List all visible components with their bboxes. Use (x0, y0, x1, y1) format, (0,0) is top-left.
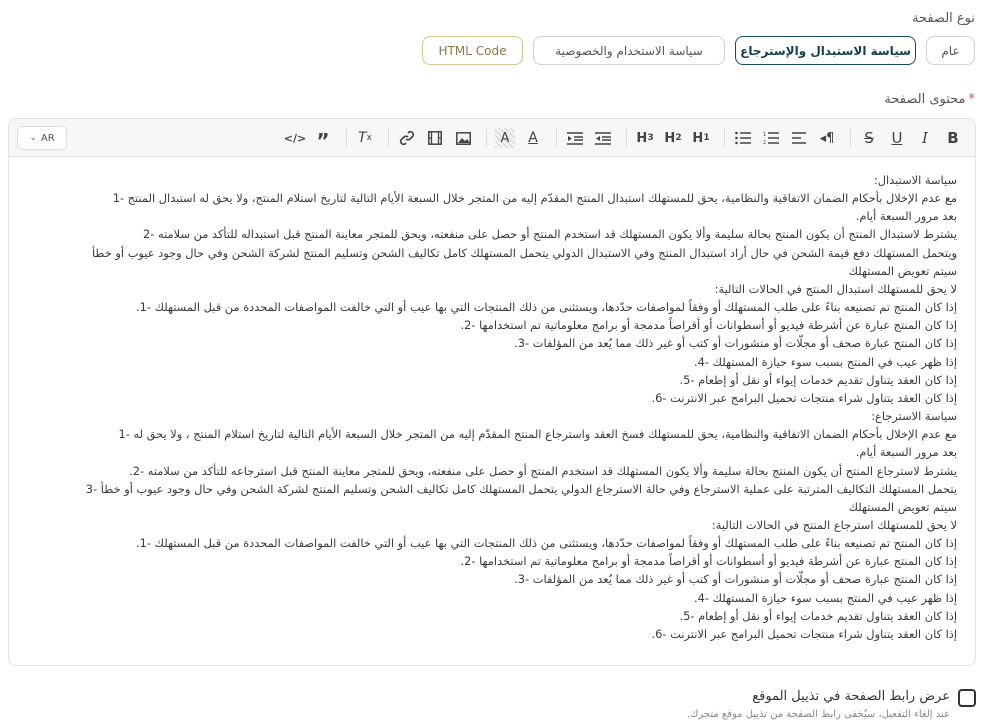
video-icon[interactable] (425, 128, 445, 148)
editor-line: إذا ظهر عيب في المنتج بسبب سوء حيازة المستهلك -4. (694, 354, 957, 369)
outdent-icon[interactable] (593, 128, 613, 148)
heading1-icon[interactable]: H 1 (692, 130, 710, 146)
editor-line: إذا ظهر عيب في المنتج بسبب سوء حيازة المستهلك -4. (694, 590, 957, 605)
rtl-paragraph-icon[interactable]: ◂¶ (819, 130, 835, 146)
svg-text:2: 2 (763, 140, 767, 145)
show-in-footer-help-text: عند إلغاء التفعيل، سيُخفى رابط الصفحة من تذييل موقع متجرك. (686, 709, 950, 720)
bold-icon[interactable]: B (947, 129, 959, 147)
toolbar-separator (556, 129, 557, 147)
toolbar-separator (724, 129, 725, 147)
editor-line: إذا كان المنتج عبارة صحف أو مجلّات أو منشورات أو كتب أو غير ذلك مما يُعد من المؤلفات -3. (514, 336, 957, 351)
editor-line: لا يحق للمستهلك استرجاع المنتج في الحالات التالية: (711, 517, 957, 532)
indent-icon[interactable] (565, 128, 585, 148)
tab-usage-privacy-policy[interactable]: سياسة الاستخدام والخصوصية (533, 36, 725, 65)
editor-line: يشترط لاستبدال المنتج أن يكون المنتج بحالة سليمة وألا يكون المستهلك قد استخدم المنتج أو حصل على منفعته، ويحق للمتجر معاينة المنتج قبل استبداله للتأكد من سلامته -2 (143, 227, 957, 242)
editor-line: سيتم تعويض المستهلك (848, 499, 957, 514)
heading2-icon[interactable]: H 2 (664, 130, 682, 146)
language-select[interactable] (17, 126, 67, 150)
italic-icon[interactable]: I (922, 129, 928, 147)
bullet-list-icon[interactable] (733, 128, 753, 148)
editor-line: إذا كان العقد يتناول شراء منتجات تحميل البرامج عبر الانترنت -6. (651, 626, 957, 641)
toolbar-separator (626, 129, 627, 147)
editor-line: مع عدم الإخلال بأحكام الضمان الاتفاقية والنظامية، يحق للمستهلك استبدال المنتج المقدّم إليه من المتجر خلال السبعة الأيام التالية لتاريخ استلام المنتج، ولا يحق له استبدال المنتج -1 (112, 191, 957, 206)
editor-line: يتحمل المستهلك التكاليف المترتبة على عملية الاسترجاع وفي حالة الاسترجاع الدولي يتحمل المستهلك كامل تكاليف الشحن وتسليم المنتج لشركة الشحن وفي حال وجود عيوب أو خطأ -3 (85, 481, 957, 496)
clear-format-icon[interactable]: T x (358, 130, 372, 146)
text-color-icon[interactable]: A (528, 130, 538, 146)
editor-line: بعد مرور السبعة أيام. (855, 445, 957, 460)
required-mark: * (968, 92, 975, 107)
editor-line: إذا كان العقد يتناول تقديم خدمات إيواء أو نقل أو إطعام -5. (679, 608, 957, 623)
page-content-label-text: محتوى الصفحة (884, 92, 966, 107)
editor-line: إذا كان المنتج عبارة صحف أو مجلّات أو منشورات أو كتب أو غير ذلك مما يُعد من المؤلفات -3. (514, 572, 957, 587)
heading3-icon[interactable]: H 3 (636, 130, 654, 146)
toolbar-separator (486, 129, 487, 147)
underline-icon[interactable]: U (891, 129, 903, 147)
page-content-label (884, 92, 975, 107)
editor-line: بعد مرور السبعة أيام. (855, 209, 957, 224)
editor-line: سياسة الاسترجاع: (871, 409, 957, 424)
show-in-footer-label: عرض رابط الصفحة في تذييل الموقع (752, 689, 950, 704)
editor-line: إذا كان العقد يتناول شراء منتجات تحميل البرامج عبر الانترنت -6. (651, 390, 957, 405)
tab-html-code[interactable]: HTML Code (422, 36, 523, 65)
editor-line: سياسة الاستبدال: (873, 173, 957, 187)
editor-line: إذا كان المنتج عبارة عن أشرطة فيديو أو أسطوانات أو أقراصاً مدمجة أو برامج معلوماتية تم استخدامها -2. (460, 554, 957, 569)
editor-line: يشترط لاسترجاع المنتج أن يكون المنتج بحالة سليمة وألا يكون المستهلك قد استخدم المنتج أو حصل على منفعته، ويحق للمتجر معاينة المنتج قبل استرجاعه للتأكد من سلامته -2. (129, 463, 957, 478)
show-in-footer-checkbox[interactable] (958, 689, 976, 707)
page-type-label: نوع الصفحة (911, 11, 975, 26)
editor-line: إذا كان العقد يتناول تقديم خدمات إيواء أو نقل أو إطعام -5. (679, 372, 957, 387)
language-select-value: AR (40, 132, 55, 144)
tab-general[interactable]: عام (926, 36, 975, 65)
quote-icon[interactable]: ” (316, 129, 330, 153)
editor-line: مع عدم الإخلال بأحكام الضمان الاتفاقية والنظامية، يحق للمستهلك فسخ العقد واسترجاع المنتج المقدّم إليه من المتجر خلال السبعة الأيام التالية لتاريخ استلام المنتج ، ولا يحق له -1 (118, 427, 957, 442)
editor-line: إذا كان المنتج عبارة عن أشرطة فيديو أو أسطوانات أو أقراصاً مدمجة أو برامج معلوماتية تم استخدامها -2. (460, 318, 957, 333)
tab-return-exchange-policy[interactable]: سياسة الاستبدال والإسترجاع (735, 36, 916, 65)
link-icon[interactable] (397, 128, 417, 148)
editor-line: سيتم تعويض المستهلك (848, 263, 957, 278)
highlight-icon[interactable]: A (495, 128, 515, 148)
editor-content[interactable] (21, 171, 957, 643)
svg-text:1: 1 (763, 132, 767, 138)
editor-line: ويتحمل المستهلك دفع قيمة الشحن في حال أراد استبدال المنتج وفي الاستبدال الدولي يتحمل المستهلك كامل تكاليف الشحن وتسليم المنتج لشركة الشحن وفي حال وجود عيوب أو خطأ (91, 245, 957, 260)
toolbar-separator (850, 129, 851, 147)
editor-line: إذا كان المنتج تم تصنيعه بناءً على طلب المستهلك أو وفقاً لمواصفات حدّدها، ويستثنى من ذلك المنتجات التي بها عيب أو التي خالفت المواصفات المحددة من قبل المستهلك -1. (136, 536, 957, 551)
ordered-list-icon[interactable] (761, 128, 781, 148)
align-icon[interactable] (789, 128, 809, 148)
chevron-down-icon: ⌄ (29, 133, 37, 143)
code-icon[interactable]: </> (283, 131, 307, 145)
image-icon[interactable] (453, 128, 473, 148)
toolbar-separator (346, 129, 347, 147)
editor-line: لا يحق للمستهلك استبدال المنتج في الحالات التالية: (714, 281, 957, 296)
strikethrough-icon[interactable]: S (864, 129, 874, 147)
toolbar-separator (388, 129, 389, 147)
editor-line: إذا كان المنتج تم تصنيعه بناءً على طلب المستهلك أو وفقاً لمواصفات حدّدها، ويستثنى من ذلك المنتجات التي بها عيب أو التي خالفت المواصفات المحددة من قبل المستهلك -1. (136, 300, 957, 315)
rich-text-editor (8, 118, 976, 666)
page-type-tabs (422, 36, 975, 65)
editor-toolbar (9, 119, 975, 157)
